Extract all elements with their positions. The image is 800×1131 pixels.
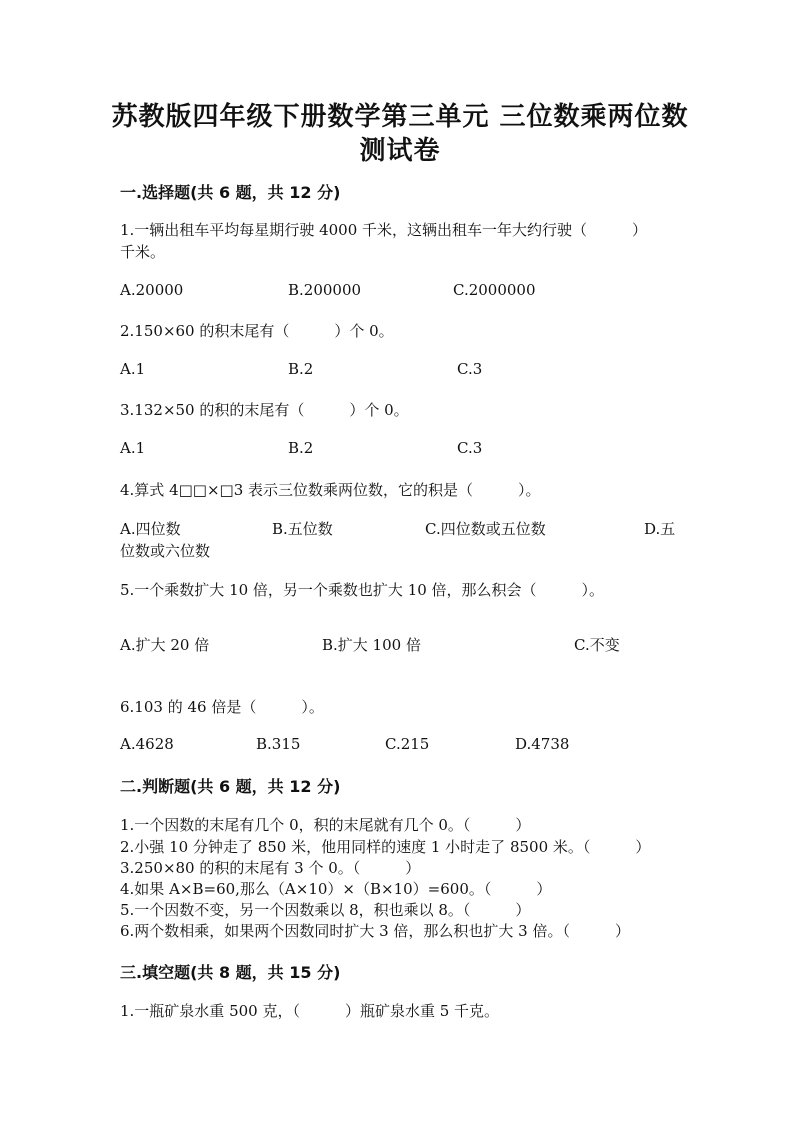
choice-q3-option-b: B.2 <box>288 439 314 457</box>
choice-q6-text: 6.103 的 46 倍是（ ）。 <box>120 698 324 716</box>
choice-q6-option-c: C.215 <box>385 735 430 753</box>
choice-q2-option-b: B.2 <box>288 360 314 378</box>
choice-q2-text: 2.150×60 的积末尾有（ ）个 0。 <box>120 322 394 340</box>
judge-item-3: 3.250×80 的积的末尾有 3 个 0。（ ） <box>120 859 421 877</box>
section-heading-judge: 二.判断题(共 6 题，共 12 分) <box>120 777 341 796</box>
section-heading-fill: 三.填空题(共 8 题，共 15 分) <box>120 963 341 982</box>
exam-title-line-2: 测试卷 <box>359 136 441 166</box>
choice-q5-text: 5.一个乘数扩大 10 倍，另一个乘数也扩大 10 倍，那么积会（ ）。 <box>120 581 605 599</box>
choice-q6-option-d: D.4738 <box>515 735 570 753</box>
choice-q3-option-c: C.3 <box>457 439 483 457</box>
choice-q2-option-c: C.3 <box>457 360 483 378</box>
judge-item-5: 5.一个因数不变，另一个因数乘以 8，积也乘以 8。（ ） <box>120 901 531 919</box>
choice-q5-option-c: C.不变 <box>574 636 620 654</box>
choice-q1-option-a: A.20000 <box>120 281 184 299</box>
choice-q4-text: 4.算式 4□□×□3 表示三位数乘两位数，它的积是（ ）。 <box>120 481 541 499</box>
judge-item-4: 4.如果 A×B=60,那么（A×10）×（B×10）=600。（ ） <box>120 880 552 898</box>
choice-q1-option-c: C.2000000 <box>453 281 536 299</box>
choice-q3-option-a: A.1 <box>120 439 146 457</box>
choice-q4-option-a: A.四位数 <box>120 520 181 538</box>
section-heading-choice: 一.选择题(共 6 题，共 12 分) <box>120 183 341 202</box>
choice-q4-option-d-cont: 位数或六位数 <box>120 542 211 560</box>
judge-item-6: 6.两个数相乘，如果两个因数同时扩大 3 倍，那么积也扩大 3 倍。（ ） <box>120 922 630 940</box>
choice-q5-option-a: A.扩大 20 倍 <box>120 636 210 654</box>
choice-q1-text-cont: 千米。 <box>120 243 166 261</box>
judge-item-1: 1.一个因数的末尾有几个 0，积的末尾就有几个 0。（ ） <box>120 816 531 834</box>
fill-q1-text: 1.一瓶矿泉水重 500 克，（ ）瓶矿泉水重 5 千克。 <box>120 1002 500 1020</box>
choice-q6-option-b: B.315 <box>256 735 301 753</box>
choice-q5-option-b: B.扩大 100 倍 <box>322 636 421 654</box>
choice-q4-option-c: C.四位数或五位数 <box>425 520 546 538</box>
choice-q1-text: 1.一辆出租车平均每星期行驶 4000 千米，这辆出租车一年大约行驶（ ） <box>120 221 648 239</box>
choice-q4-option-d: D.五 <box>644 520 676 538</box>
choice-q6-option-a: A.4628 <box>120 735 174 753</box>
choice-q4-option-b: B.五位数 <box>272 520 333 538</box>
choice-q2-option-a: A.1 <box>120 360 146 378</box>
choice-q3-text: 3.132×50 的积的末尾有（ ）个 0。 <box>120 401 409 419</box>
exam-title-line-1: 苏教版四年级下册数学第三单元 三位数乘两位数 <box>111 102 689 132</box>
choice-q1-option-b: B.200000 <box>288 281 362 299</box>
judge-item-2: 2.小强 10 分钟走了 850 米，他用同样的速度 1 小时走了 8500 米。（ ） <box>120 838 651 856</box>
